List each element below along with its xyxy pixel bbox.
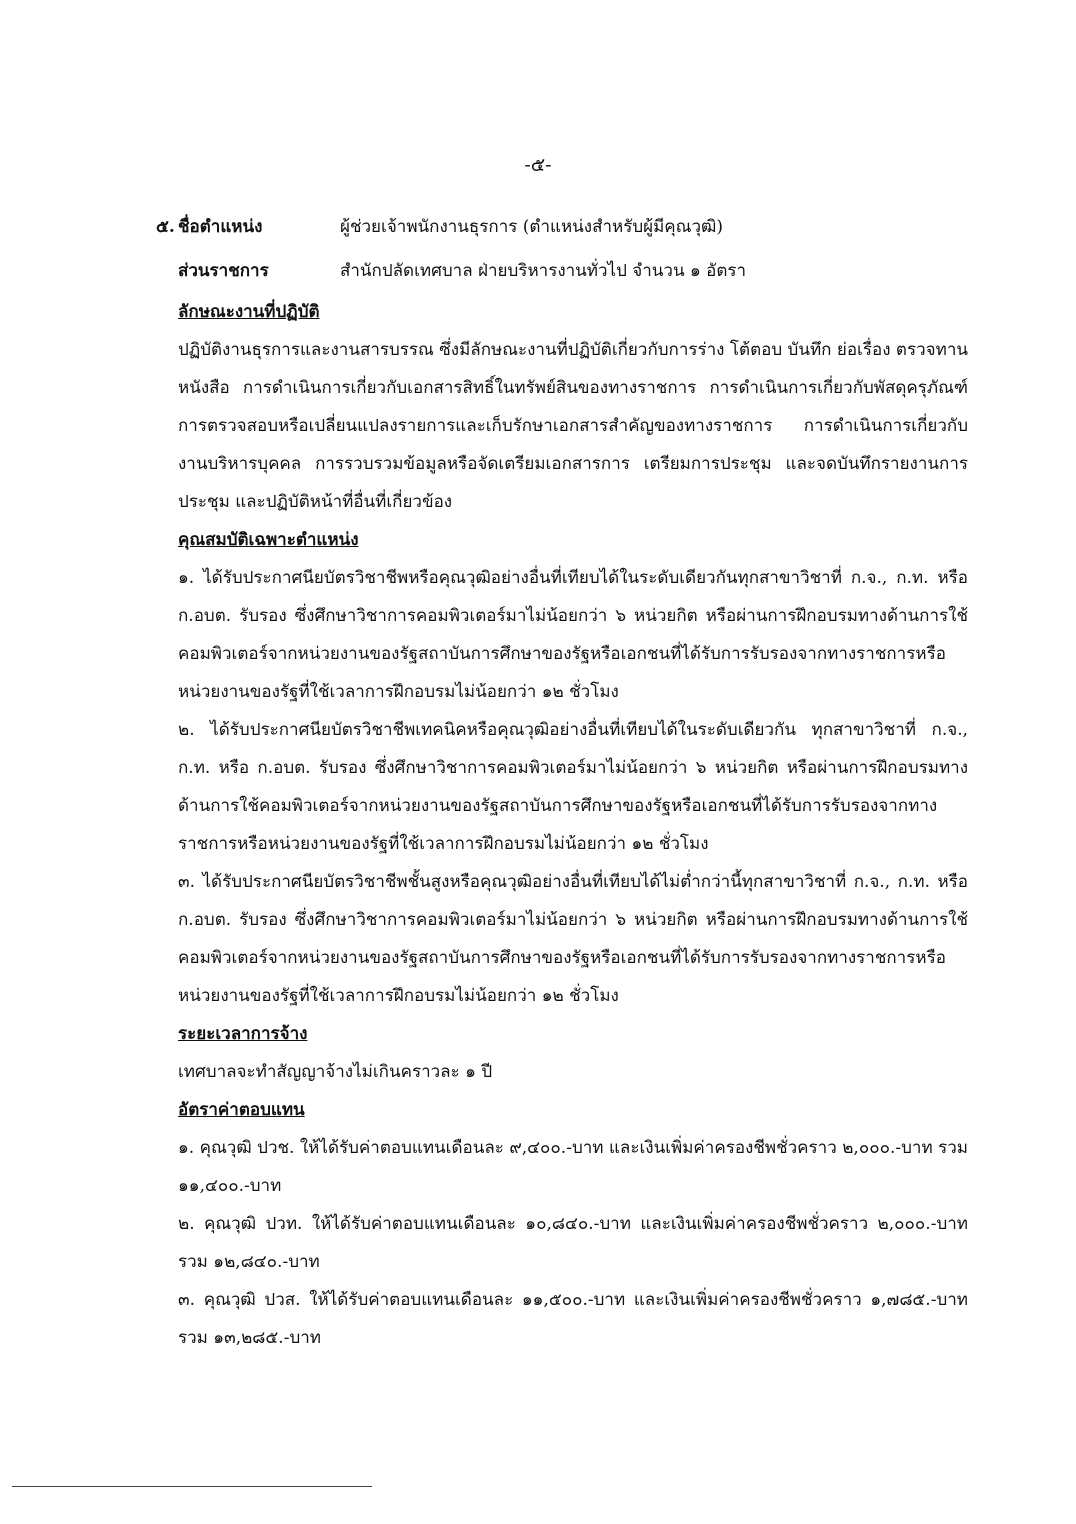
page-number: -๕- <box>524 154 552 176</box>
qualification-item: ๓. ได้รับประกาศนียบัตรวิชาชีพชั้นสูงหรือคุณวุฒิอย่างอื่นที่เทียบได้ไม่ต่ำกว่านี้ทุกสาขาวิชาที่ ก.จ., ก.ท. หรือ ก.อบต. รับรอง ซึ่งศึกษาวิชาการคอมพิวเตอร์มาไม่น้อยกว่า ๖ หน่วยกิต หรือผ่านการฝึกอบรมทางด้านการใช้คอมพิวเตอร์จากหน่วยงานของรัฐสถาบันการศึกษาของรัฐหรือเอกชนที่ได้รับการรับรองจากทางราชการหรือหน่วยงานของรัฐที่ใช้เวลาการฝึกอบรมไม่น้อยกว่า ๑๒ ชั่วโมง <box>178 872 968 1006</box>
compensation-heading: อัตราค่าตอบแทน <box>178 1100 305 1120</box>
employment-period-heading: ระยะเวลาการจ้าง <box>178 1024 308 1044</box>
position-number: ๕. <box>156 217 175 237</box>
document-body <box>156 205 968 1357</box>
compensation-item: ๓. คุณวุฒิ ปวส. ให้ได้รับค่าตอบแทนเดือนละ ๑๑,๕๐๐.-บาท และเงินเพิ่มค่าครองชีพชั่วคราว ๑,๗๘๕.-บาท รวม ๑๓,๒๘๕.-บาท <box>178 1290 968 1348</box>
duties-text: ปฏิบัติงานธุรการและงานสารบรรณ ซึ่งมีลักษณะงานที่ปฏิบัติเกี่ยวกับการร่าง โต้ตอบ บันทึก ย่อเรื่อง ตรวจทานหนังสือ การดำเนินการเกี่ยวกับเอกสารสิทธิ์ในทรัพย์สินของทางราชการ การดำเนินการเกี่ยวกับพัสดุครุภัณฑ์ การตรวจสอบหรือเปลี่ยนแปลงรายการและเก็บรักษาเอกสารสำคัญของทางราชการ การดำเนินการเกี่ยวกับงานบริหารบุคคล การรวบรวมข้อมูลหรือจัดเตรียมเอกสารการ เตรียมการประชุม และจดบันทึกรายงานการประชุม และปฏิบัติหน้าที่อื่นที่เกี่ยวข้อง <box>178 340 968 512</box>
employment-period-text: เทศบาลจะทำสัญญาจ้างไม่เกินคราวละ ๑ ปี <box>178 1062 493 1082</box>
qualification-item: ๑. ได้รับประกาศนียบัตรวิชาชีพหรือคุณวุฒิอย่างอื่นที่เทียบได้ในระดับเดียวกันทุกสาขาวิชาที่ ก.จ., ก.ท. หรือ ก.อบต. รับรอง ซึ่งศึกษาวิชาการคอมพิวเตอร์มาไม่น้อยกว่า ๖ หน่วยกิต หรือผ่านการฝึกอบรมทางด้านการใช้คอมพิวเตอร์จากหน่วยงานของรัฐสถาบันการศึกษาของรัฐหรือเอกชนที่ได้รับการรับรองจากทางราชการหรือหน่วยงานของรัฐที่ใช้เวลาการฝึกอบรมไม่น้อยกว่า ๑๒ ชั่วโมง <box>178 568 968 702</box>
position-title-value: ผู้ช่วยเจ้าพนักงานธุรการ (ตำแหน่งสำหรับผู้มีคุณวุฒิ) <box>340 217 723 237</box>
qualifications-heading: คุณสมบัติเฉพาะตำแหน่ง <box>178 530 359 550</box>
duties-heading: ลักษณะงานที่ปฏิบัติ <box>178 302 320 322</box>
compensation-item: ๑. คุณวุฒิ ปวช. ให้ได้รับค่าตอบแทนเดือนละ ๙,๔๐๐.-บาท และเงินเพิ่มค่าครองชีพชั่วคราว ๒,๐๐๐.-บาท รวม ๑๑,๔๐๐.-บาท <box>178 1138 968 1196</box>
qualification-item: ๒. ได้รับประกาศนียบัตรวิชาชีพเทคนิคหรือคุณวุฒิอย่างอื่นที่เทียบได้ในระดับเดียวกัน ทุกสาขาวิชาที่ ก.จ., ก.ท. หรือ ก.อบต. รับรอง ซึ่งศึกษาวิชาการคอมพิวเตอร์มาไม่น้อยกว่า ๖ หน่วยกิต หรือผ่านการฝึกอบรมทางด้านการใช้คอมพิวเตอร์จากหน่วยงานของรัฐสถาบันการศึกษาของรัฐหรือเอกชนที่ได้รับการรับรองจากทางราชการหรือหน่วยงานของรัฐที่ใช้เวลาการฝึกอบรมไม่น้อยกว่า ๑๒ ชั่วโมง <box>178 720 968 854</box>
compensation-item: ๒. คุณวุฒิ ปวท. ให้ได้รับค่าตอบแทนเดือนละ ๑๐,๘๔๐.-บาท และเงินเพิ่มค่าครองชีพชั่วคราว ๒,๐๐๐.-บาท รวม ๑๒,๘๔๐.-บาท <box>178 1214 968 1272</box>
department-row <box>178 249 968 293</box>
bottom-rule <box>12 1486 372 1487</box>
department-value: สำนักปลัดเทศบาล ฝ่ายบริหารงานทั่วไป จำนวน ๑ อัตรา <box>340 261 747 281</box>
position-title-row <box>156 205 968 249</box>
position-title-label: ชื่อตำแหน่ง <box>178 217 263 237</box>
department-label: ส่วนราชการ <box>178 261 269 281</box>
